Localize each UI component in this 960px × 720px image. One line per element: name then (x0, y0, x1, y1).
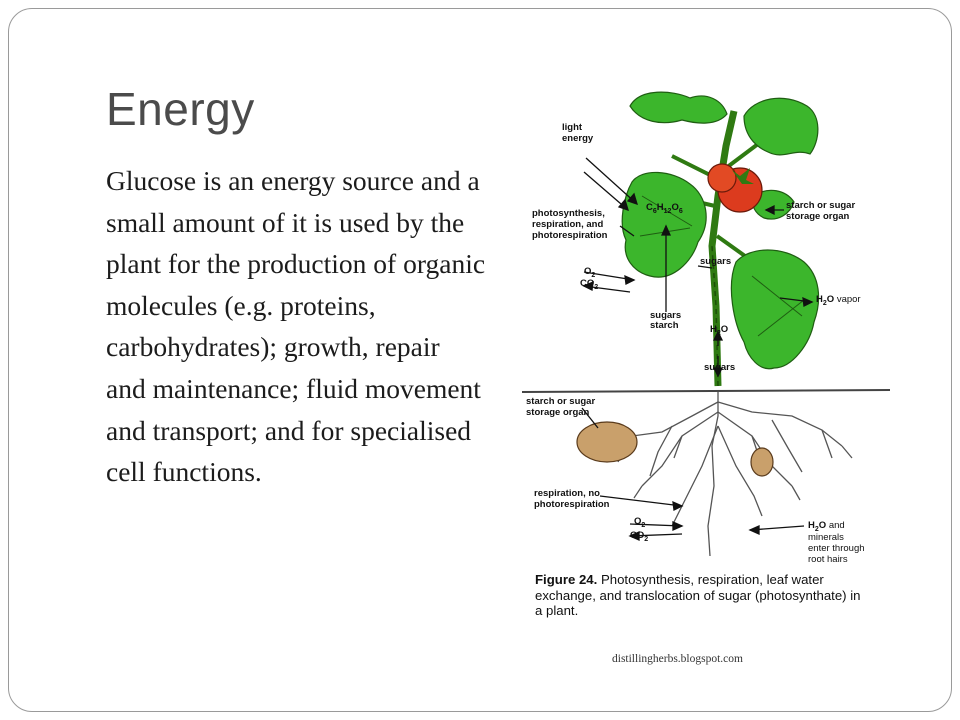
label-sugars-stem: sugars (700, 256, 732, 267)
label-minerals: minerals (808, 532, 844, 543)
label-storage-top-2: storage organ (786, 211, 850, 222)
label-sugars-lower: sugars (704, 362, 736, 373)
root-storage-organ-small (751, 448, 773, 476)
label-respiration-no: respiration, no (534, 488, 600, 499)
label-glucose-formula: $C_6H_{12}O_6$ (646, 202, 683, 215)
label-storage-top-1: starch or sugar (786, 200, 856, 211)
label-o2-leaf: $O_2$ (584, 266, 596, 279)
slide-body-text: Glucose is an energy source and a small amount of it is used by the plant for the production of organic molecules (e.g. proteins, carbohydrates); growth, repair and maintenance; fluid movement and transport; and for specialised cell functions. (106, 165, 486, 488)
label-enter-through: enter through (808, 543, 865, 554)
label-co2-leaf: $CO_2$ (580, 278, 599, 291)
slide-title: Energy (106, 83, 255, 135)
leaf-left (622, 172, 706, 277)
source-credit: distillingherbs.blogspot.com (612, 653, 743, 665)
label-co2-root: $CO_2$ (630, 530, 649, 543)
plant-diagram (522, 86, 892, 626)
ground-line (522, 390, 890, 392)
figure-caption (535, 572, 865, 619)
label-root-hairs: root hairs (808, 554, 848, 565)
figure-caption-text: Photosynthesis, respiration, leaf water exchange, and translocation of sugar (photosynthate) in a plant. (535, 572, 861, 618)
figure-caption-prefix: Figure 24. (535, 572, 598, 587)
label-energy: energy (562, 133, 594, 144)
label-o2-root: $O_2$ (634, 516, 646, 529)
plant-stem (712, 111, 734, 386)
tomato-fruit-small (708, 164, 736, 192)
label-h2o-vapor: $H_2O$ vapor (816, 294, 861, 307)
label-h2o-stem: $H_2O$ (710, 324, 729, 337)
label-sugars-leaf: sugars (650, 310, 682, 321)
label-photorespiration: photorespiration (532, 230, 608, 241)
leaf-top-left (630, 92, 727, 123)
label-photosynthesis: photosynthesis, (532, 208, 605, 219)
leaf-right (731, 250, 818, 369)
label-h2o-and: $H_2O$ and (808, 520, 845, 533)
label-starch-leaf: starch (650, 320, 679, 331)
label-light: light (562, 122, 583, 133)
label-respiration-and: respiration, and (532, 219, 604, 230)
root-storage-organ-large (577, 422, 637, 462)
label-storage-root-1: starch or sugar (526, 396, 596, 407)
label-storage-root-2: storage organ (526, 407, 590, 418)
label-photorespiration-root: photorespiration (534, 499, 610, 510)
